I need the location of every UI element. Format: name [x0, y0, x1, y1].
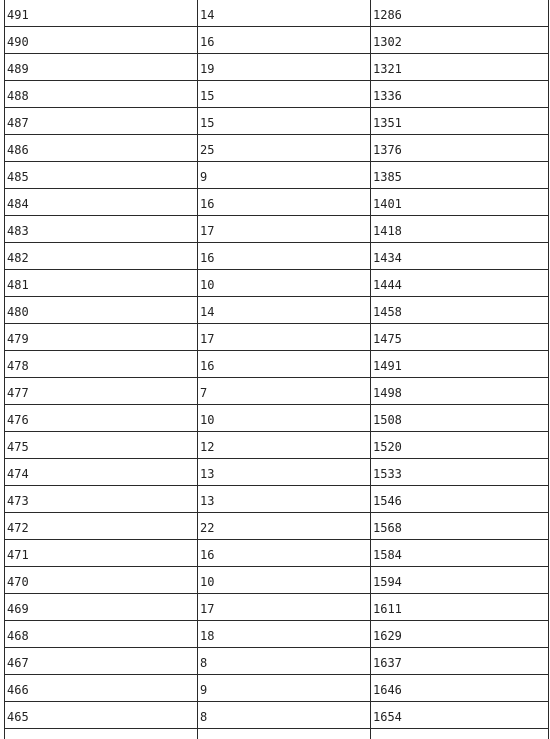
- table-cell: 471: [5, 540, 198, 567]
- table-cell: 1401: [371, 189, 549, 216]
- table-cell: 1491: [371, 351, 549, 378]
- table-row: [5, 351, 549, 378]
- table-cell: 1611: [371, 594, 549, 621]
- table-cell: 8: [198, 648, 371, 675]
- table-row: [5, 27, 549, 54]
- table-cell: 1458: [371, 297, 549, 324]
- table-cell: 479: [5, 324, 198, 351]
- table-cell: 488: [5, 81, 198, 108]
- table-row: [5, 378, 549, 405]
- table-row: [5, 270, 549, 297]
- table-cell: 489: [5, 54, 198, 81]
- table-cell: 1646: [371, 675, 549, 702]
- table-cell: 9: [198, 675, 371, 702]
- table-row: [5, 108, 549, 135]
- table-row: [5, 162, 549, 189]
- table-row: [5, 648, 549, 675]
- table-cell: 468: [5, 621, 198, 648]
- table-cell: 472: [5, 513, 198, 540]
- table-cell: 1302: [371, 27, 549, 54]
- table-body: [5, 0, 549, 739]
- table-cell: 16: [198, 189, 371, 216]
- table-cell: 1594: [371, 567, 549, 594]
- table-row: [5, 189, 549, 216]
- table-cell: 14: [198, 297, 371, 324]
- table-cell: [371, 729, 549, 739]
- table-cell: 465: [5, 702, 198, 729]
- table-cell: 13: [198, 486, 371, 513]
- table-cell: 485: [5, 162, 198, 189]
- table-row: [5, 621, 549, 648]
- table-row: [5, 405, 549, 432]
- table-cell: 1654: [371, 702, 549, 729]
- table-cell: 16: [198, 540, 371, 567]
- table-row: [5, 729, 549, 739]
- table-cell: 25: [198, 135, 371, 162]
- table-cell: 16: [198, 27, 371, 54]
- table-cell: 8: [198, 702, 371, 729]
- table-row: [5, 459, 549, 486]
- table-cell: 1336: [371, 81, 549, 108]
- table-cell: 467: [5, 648, 198, 675]
- table-row: [5, 135, 549, 162]
- table-row: [5, 513, 549, 540]
- table-row: [5, 54, 549, 81]
- table-cell: 475: [5, 432, 198, 459]
- table-cell: 490: [5, 27, 198, 54]
- table-cell: 470: [5, 567, 198, 594]
- table-cell: 16: [198, 351, 371, 378]
- table-cell: 18: [198, 621, 371, 648]
- table-cell: 1385: [371, 162, 549, 189]
- table-cell: 9: [198, 162, 371, 189]
- table-cell: 17: [198, 324, 371, 351]
- table-cell: 473: [5, 486, 198, 513]
- table-cell: 486: [5, 135, 198, 162]
- table-cell: 7: [198, 378, 371, 405]
- table-cell: 1321: [371, 54, 549, 81]
- table-row: [5, 594, 549, 621]
- table-cell: 1533: [371, 459, 549, 486]
- table-cell: 10: [198, 270, 371, 297]
- table-cell: 16: [198, 243, 371, 270]
- table-cell: 1434: [371, 243, 549, 270]
- table-cell: 466: [5, 675, 198, 702]
- table-row: [5, 702, 549, 729]
- table-cell: 10: [198, 405, 371, 432]
- table-row: [5, 567, 549, 594]
- table-cell: 1584: [371, 540, 549, 567]
- table-cell: 1351: [371, 108, 549, 135]
- table-row: [5, 0, 549, 27]
- table-cell: [198, 729, 371, 739]
- table-cell: 1498: [371, 378, 549, 405]
- table-cell: 480: [5, 297, 198, 324]
- table-cell: 1629: [371, 621, 549, 648]
- table-cell: 1444: [371, 270, 549, 297]
- table-cell: 1286: [371, 0, 549, 27]
- table-cell: 478: [5, 351, 198, 378]
- table-cell: 481: [5, 270, 198, 297]
- table-cell: [5, 729, 198, 739]
- table-row: [5, 297, 549, 324]
- table-cell: 477: [5, 378, 198, 405]
- table-cell: 13: [198, 459, 371, 486]
- table-row: [5, 324, 549, 351]
- table-cell: 22: [198, 513, 371, 540]
- table-cell: 1508: [371, 405, 549, 432]
- table-cell: 17: [198, 216, 371, 243]
- table-row: [5, 81, 549, 108]
- table-cell: 491: [5, 0, 198, 27]
- table-row: [5, 216, 549, 243]
- data-table: [4, 0, 549, 739]
- table-cell: 487: [5, 108, 198, 135]
- table-cell: 1520: [371, 432, 549, 459]
- table-row: [5, 486, 549, 513]
- table-cell: 1546: [371, 486, 549, 513]
- table-cell: 482: [5, 243, 198, 270]
- table-cell: 483: [5, 216, 198, 243]
- table-cell: 474: [5, 459, 198, 486]
- table-cell: 17: [198, 594, 371, 621]
- table-cell: 484: [5, 189, 198, 216]
- table-cell: 1637: [371, 648, 549, 675]
- table-cell: 15: [198, 108, 371, 135]
- table-cell: 19: [198, 54, 371, 81]
- table-cell: 1568: [371, 513, 549, 540]
- table-row: [5, 432, 549, 459]
- table-cell: 476: [5, 405, 198, 432]
- table-cell: 1418: [371, 216, 549, 243]
- table-row: [5, 540, 549, 567]
- table-cell: 12: [198, 432, 371, 459]
- table-row: [5, 675, 549, 702]
- table-row: [5, 243, 549, 270]
- table-cell: 15: [198, 81, 371, 108]
- table-cell: 10: [198, 567, 371, 594]
- table-cell: 469: [5, 594, 198, 621]
- table-cell: 1475: [371, 324, 549, 351]
- table-cell: 14: [198, 0, 371, 27]
- table-cell: 1376: [371, 135, 549, 162]
